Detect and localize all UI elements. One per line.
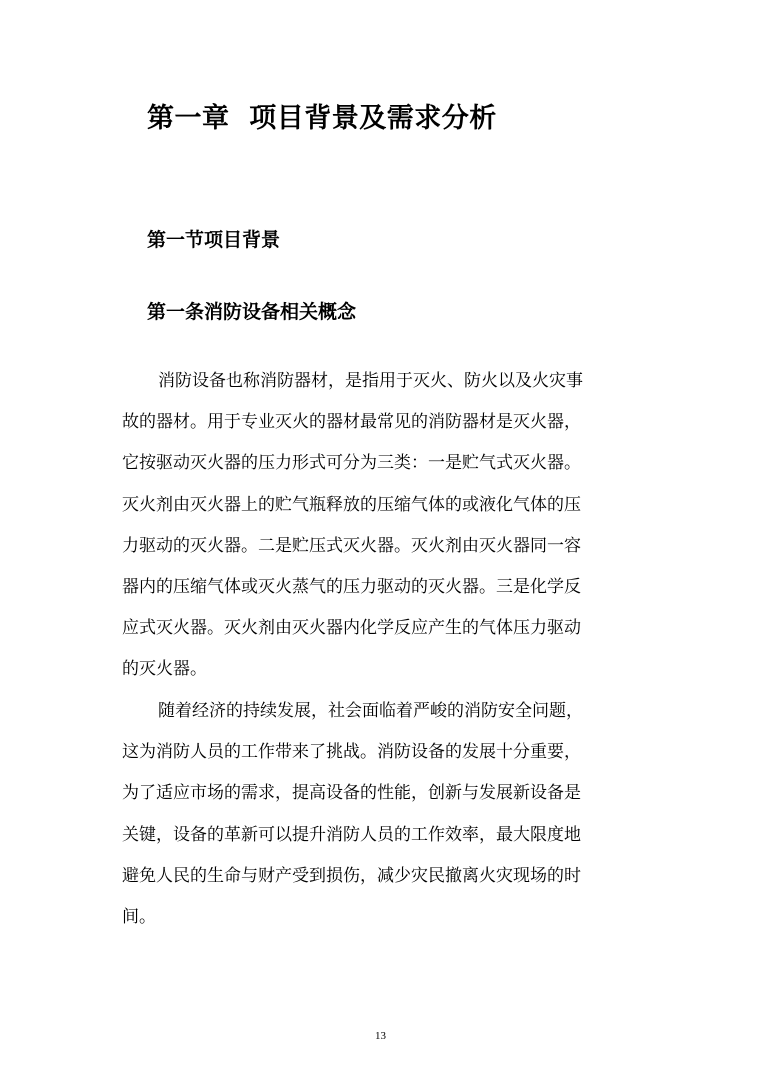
- paragraph-line: 这为消防人员的工作带来了挑战。消防设备的发展十分重要，: [122, 742, 581, 763]
- paragraph-line: 器内的压缩气体或灭火蒸气的压力驱动的灭火器。三是化学反: [122, 576, 581, 597]
- paragraph-line: 关键，设备的革新可以提升消防人员的工作效率，最大限度地: [122, 824, 581, 845]
- paragraph-line: 消防设备也称消防器材，是指用于灭火、防火以及火灾事: [158, 371, 583, 391]
- section-title: 第一节项目背景: [147, 229, 281, 251]
- paragraph-line: 避免人民的生命与财产受到损伤，减少灾民撤离火灾现场的时: [122, 865, 581, 886]
- page-number: 13: [375, 1030, 386, 1042]
- paragraph-line: 的灭火器。: [122, 659, 207, 680]
- chapter-title: 第一章 项目背景及需求分析: [147, 103, 497, 134]
- paragraph-line: 为了适应市场的需求，提高设备的性能，创新与发展新设备是: [122, 783, 581, 804]
- paragraph-line: 随着经济的持续发展，社会面临着严峻的消防安全问题，: [158, 701, 583, 721]
- paragraph-development-importance: [122, 696, 642, 943]
- paragraph-line: 故的器材。用于专业灭火的器材最常见的消防器材是灭火器，: [122, 412, 581, 433]
- paragraph-fire-equipment-concept: [122, 366, 642, 696]
- paragraph-line: 应式灭火器。灭火剂由灭火器内化学反应产生的气体压力驱动: [122, 618, 581, 639]
- paragraph-line: 力驱动的灭火器。二是贮压式灭火器。灭火剂由灭火器同一容: [122, 535, 581, 556]
- paragraph-line: 它按驱动灭火器的压力形式可分为三类：一是贮气式灭火器。: [122, 453, 581, 474]
- article-title: 第一条消防设备相关概念: [147, 301, 357, 323]
- paragraph-line: 灭火剂由灭火器上的贮气瓶释放的压缩气体的或液化气体的压: [122, 494, 581, 515]
- paragraph-line: 间。: [122, 906, 156, 927]
